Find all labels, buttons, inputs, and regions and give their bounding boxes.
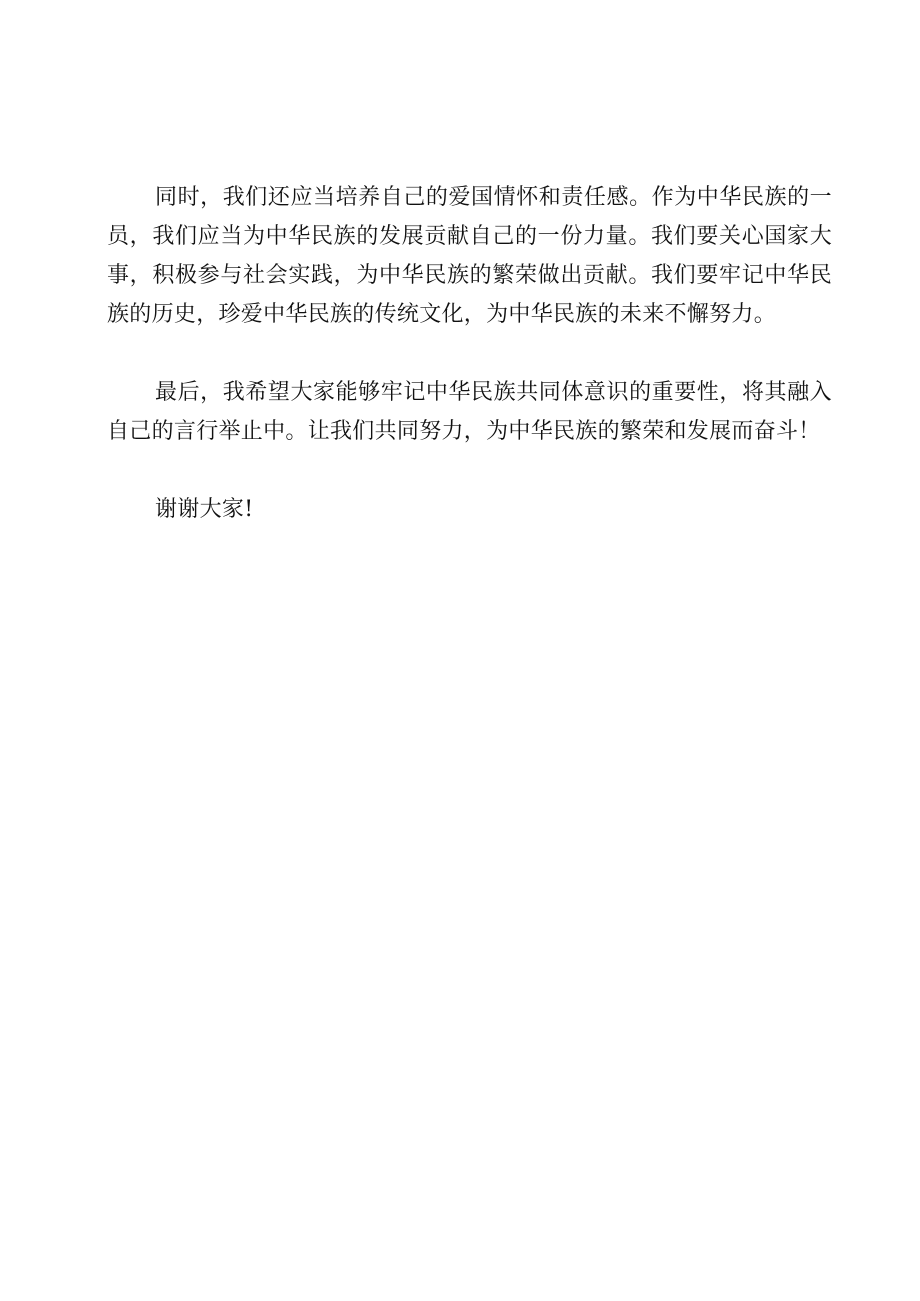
paragraph-spacer (107, 334, 832, 373)
paragraph-patriotism: 同时，我们还应当培养自己的爱国情怀和责任感。作为中华民族的一员，我们应当为中华民族的发展贡献自己的一份力量。我们要关心国家大事，积极参与社会实践，为中华民族的繁荣做出贡献。我们要牢记中华民族的历史，珍爱中华民族的传统文化，为中华民族的未来不懈努力。 (107, 185, 832, 327)
paragraph-spacer (107, 451, 832, 490)
paragraph-conclusion: 最后，我希望大家能够牢记中华民族共同体意识的重要性，将其融入自己的言行举止中。让我们共同努力，为中华民族的繁荣和发展而奋斗！ (107, 380, 832, 444)
document-body (107, 178, 832, 529)
paragraph-thanks: 谢谢大家! (155, 497, 254, 522)
